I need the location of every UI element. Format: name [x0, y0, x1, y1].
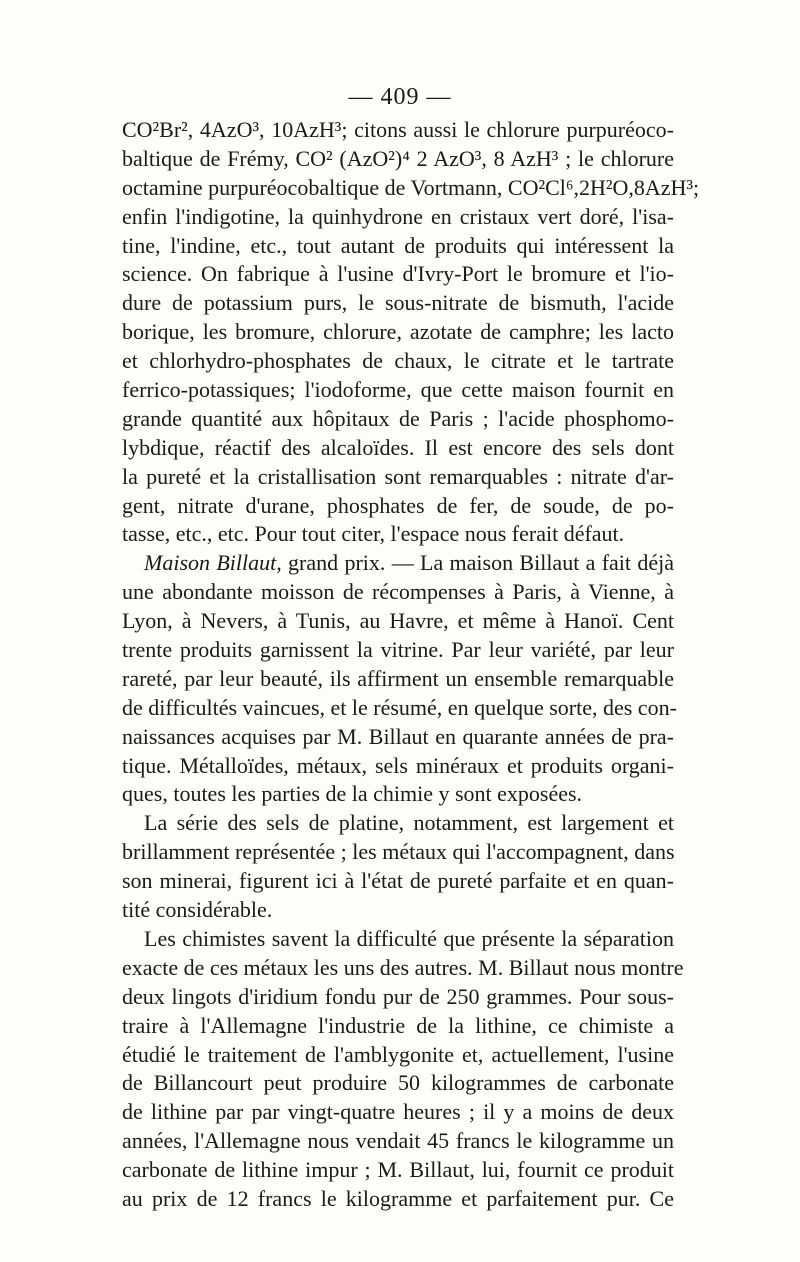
text-line: traire à l'Allemagne l'industrie de la lithine, ce chimiste a — [122, 1012, 674, 1038]
text-line: grande quantité aux hôpitaux de Paris ; l'acide phosphomo- — [122, 405, 674, 431]
text-line: Lyon, à Nevers, à Tunis, au Havre, et même à Hanoï. Cent — [122, 608, 674, 634]
text-line: deux lingots d'iridium fondu pur de 250 grammes. Pour sous- — [122, 983, 674, 1009]
text-line: baltique de Frémy, CO² (AzO²)⁴ 2 AzO³, 8 AzH³ ; le chlorure — [122, 145, 674, 171]
text-line: étudié le traitement de l'amblygonite et, actuellement, l'usine — [122, 1041, 674, 1067]
text-line: rareté, par leur beauté, ils affirment un ensemble remarquable — [122, 665, 674, 691]
text-line: dure de potassium purs, le sous-nitrate de bismuth, l'acide — [122, 290, 674, 316]
text-line: carbonate de lithine impur ; M. Billaut, lui, fournit ce produit — [122, 1157, 674, 1183]
text-line-section-heading — [122, 549, 674, 578]
text-line: lybdique, réactif des alcaloïdes. Il est encore des sels dont — [122, 434, 674, 460]
text-line: tasse, etc., etc. Pour tout citer, l'espace nous ferait défaut. — [122, 521, 625, 547]
text-line: ques, toutes les parties de la chimie y sont exposées. — [122, 781, 583, 807]
text-line: La série des sels de platine, notamment, est largement et — [144, 810, 674, 836]
text-line: ferrico-potassiques; l'iodoforme, que cette maison fournit en — [122, 377, 674, 403]
text-line: de Billancourt peut produire 50 kilogrammes de carbonate — [122, 1070, 674, 1096]
section-heading-italic: Maison Billaut, — [144, 550, 282, 576]
text-line: borique, les bromure, chlorure, azotate de camphre; les lacto — [122, 319, 674, 345]
text-line: octamine purpuréocobaltique de Vortmann, CO²Cl⁶,2H²O,8AzH³; — [122, 174, 700, 200]
text-line: tique. Métalloïdes, métaux, sels minéraux et produits organi- — [122, 752, 674, 778]
text-line: de difficultés vaincues, et le résumé, en quelque sorte, des con- — [122, 694, 677, 720]
text-line: CO²Br², 4AzO³, 10AzH³; citons aussi le chlorure purpuréoco- — [122, 117, 674, 142]
text-line: exacte de ces métaux les uns des autres. M. Billaut nous montre — [122, 954, 684, 980]
text-line: naissances acquises par M. Billaut en quarante années de pra- — [122, 723, 674, 749]
body-text — [122, 116, 700, 1214]
text-line: son minerai, figurent ici à l'état de pureté parfaite et en quan- — [122, 868, 674, 894]
text-line: trente produits garnissent la vitrine. Par leur variété, par leur — [122, 637, 674, 663]
text-line: enfin l'indigotine, la quinhydrone en cristaux vert doré, l'isa- — [122, 203, 674, 229]
text-line: la pureté et la cristallisation sont remarquables : nitrate d'ar- — [122, 463, 674, 489]
section-heading-rest: grand prix. — La maison Billaut a fait déjà — [281, 550, 674, 576]
text-line: science. On fabrique à l'usine d'Ivry-Port le bromure et l'io- — [122, 261, 674, 287]
page-number: — 409 — — [348, 84, 452, 110]
text-line: une abondante moisson de récompenses à Paris, à Vienne, à — [122, 579, 674, 605]
text-line: années, l'Allemagne nous vendait 45 francs le kilogramme un — [122, 1128, 674, 1154]
text-line: tine, l'indine, etc., tout autant de produits qui intéressent la — [122, 232, 674, 258]
text-line: tité considérable. — [122, 897, 273, 923]
text-line: Les chimistes savent la difficulté que présente la séparation — [144, 925, 674, 951]
text-line: brillamment représentée ; les métaux qui l'accompagnent, dans — [122, 839, 675, 865]
text-line: au prix de 12 francs le kilogramme et parfaitement pur. Ce — [122, 1185, 674, 1211]
text-line: de lithine par par vingt-quatre heures ; il y a moins de deux — [122, 1099, 674, 1125]
text-line: gent, nitrate d'urane, phosphates de fer, de soude, de po- — [122, 492, 674, 518]
text-line: et chlorhydro-phosphates de chaux, le citrate et le tartrate — [122, 348, 674, 374]
